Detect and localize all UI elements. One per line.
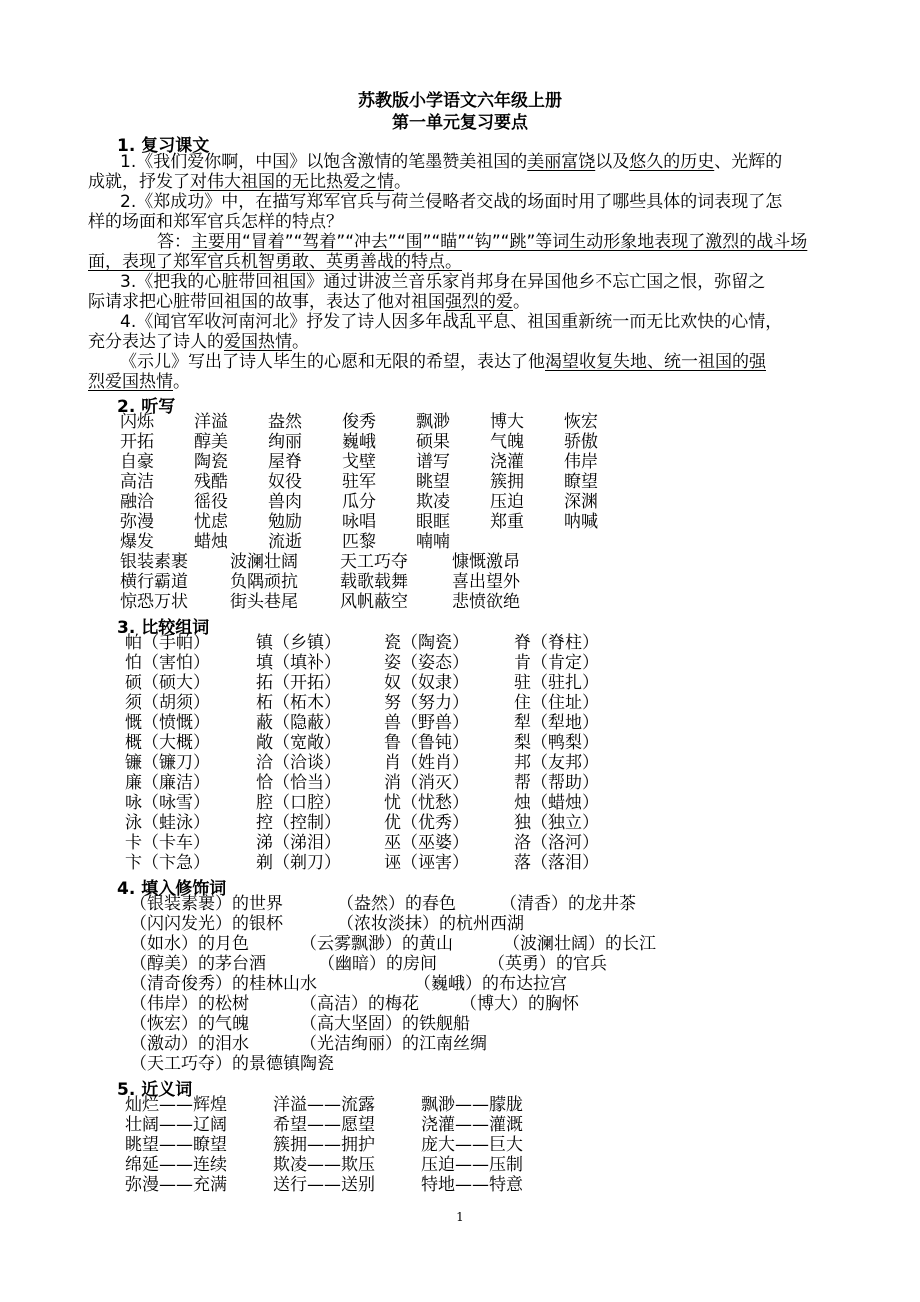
dictation-word-cell: 蜡烛 <box>194 532 228 552</box>
dictation-idiom-cell: 慷慨激昂 <box>452 552 520 572</box>
dictation-word-cell: 奴役 <box>268 472 302 492</box>
compare-word-row <box>0 793 920 813</box>
dictation-word-row <box>0 412 920 432</box>
section-2-heading: 2. 听写 <box>117 397 176 417</box>
dictation-word-cell: 忧虑 <box>194 512 228 532</box>
dictation-word-cell: 深渊 <box>564 492 598 512</box>
section-1-heading: 1. 复习课文 <box>117 136 210 156</box>
para-4-line-1: 4.《闻官军收河南河北》抒发了诗人因多年战乱平息、祖国重新统一而无比欢快的心情， <box>120 312 783 332</box>
compare-word-cell: 须（胡须） <box>125 693 210 713</box>
compare-word-cell: 优（优秀） <box>384 813 469 833</box>
compare-word-cell: 驻（驻扎） <box>514 673 599 693</box>
modifier-phrase-cell: （光洁绚丽）的江南丝绸 <box>300 1034 487 1054</box>
compare-word-row <box>0 733 920 753</box>
para-2-line-1: 2.《郑成功》中，在描写郑军官兵与荷兰侵略者交战的场面时用了哪些具体的词表现了怎 <box>120 192 783 212</box>
text: 际请求把心脏带回祖国的故事，表达了他对祖国 <box>88 292 445 312</box>
para-1-line-2 <box>88 172 411 192</box>
compare-word-cell: 鲁（鲁钝） <box>384 733 469 753</box>
synonym-pair-cell: 送行——送别 <box>273 1175 375 1195</box>
dictation-word-cell: 压迫 <box>490 492 524 512</box>
dictation-word-cell: 气魄 <box>490 432 524 452</box>
compare-word-cell: 涕（涕泪） <box>256 833 341 853</box>
dictation-word-cell: 骄傲 <box>564 432 598 452</box>
text: 充分表达了诗人的 <box>88 332 224 352</box>
dictation-word-cell: 喃喃 <box>416 532 450 552</box>
text: 成就，抒发了 <box>88 172 190 192</box>
dictation-word-cell: 盎然 <box>268 412 302 432</box>
dictation-idiom-cell: 惊恐万状 <box>120 592 188 612</box>
para-3-line-1: 3.《把我的心脏带回祖国》通过讲波兰音乐家肖邦身在异国他乡不忘亡国之恨，弥留之 <box>120 272 766 292</box>
underlined-text: 美丽富饶 <box>527 152 596 172</box>
dictation-idiom-cell: 负隅顽抗 <box>230 572 298 592</box>
para-5-line-1 <box>120 352 766 372</box>
compare-word-cell: 控（控制） <box>256 813 341 833</box>
dictation-word-cell: 驻军 <box>342 472 376 492</box>
synonym-pair-row <box>0 1095 920 1115</box>
compare-word-cell: 独（独立） <box>514 813 599 833</box>
dictation-word-cell: 自豪 <box>120 452 154 472</box>
compare-word-cell: 腔（口腔） <box>256 793 341 813</box>
compare-word-cell: 瓷（陶瓷） <box>384 633 469 653</box>
dictation-word-cell: 瞭望 <box>564 472 598 492</box>
compare-word-row <box>0 653 920 673</box>
modifier-phrase-cell: （盎然）的春色 <box>337 894 456 914</box>
compare-word-cell: 卞（卞急） <box>125 853 210 873</box>
para-2-answer-line-2 <box>88 252 462 272</box>
synonym-pair-cell: 压迫——压制 <box>421 1155 523 1175</box>
compare-word-row <box>0 833 920 853</box>
dictation-word-cell: 咏唱 <box>342 512 376 532</box>
modifier-phrase-row <box>0 1014 920 1034</box>
compare-word-row <box>0 673 920 693</box>
dictation-word-cell: 郑重 <box>490 512 524 532</box>
text: 1.《我们爱你啊，中国》以饱含激情的笔墨赞美祖国的 <box>120 152 528 172</box>
modifier-phrase-cell: （醇美）的茅台酒 <box>130 954 266 974</box>
compare-word-cell: 拓（开拓） <box>256 673 341 693</box>
synonym-pair-row <box>0 1135 920 1155</box>
text: 。 <box>173 372 190 392</box>
modifier-phrase-cell: （激动）的泪水 <box>130 1034 249 1054</box>
underlined-text: 烈爱国热情 <box>88 372 173 392</box>
compare-word-cell: 肯（肯定） <box>514 653 599 673</box>
para-1-line-1 <box>120 152 782 172</box>
dictation-word-cell: 闪烁 <box>120 412 154 432</box>
dictation-idiom-cell: 街头巷尾 <box>230 592 298 612</box>
compare-word-cell: 梨（鸭梨） <box>514 733 599 753</box>
underlined-text: 悠久的历史 <box>629 152 715 172</box>
modifier-phrase-cell: （伟岸）的松树 <box>130 994 249 1014</box>
compare-word-cell: 咏（咏雪） <box>125 793 210 813</box>
modifier-phrase-cell: （闪闪发光）的银杯 <box>130 914 283 934</box>
compare-word-cell: 怕（害怕） <box>125 653 210 673</box>
modifier-phrase-cell: （清香）的龙井茶 <box>500 894 636 914</box>
dictation-word-cell: 爆发 <box>120 532 154 552</box>
synonym-pair-row <box>0 1175 920 1195</box>
text: 。 <box>292 332 309 352</box>
compare-word-row <box>0 773 920 793</box>
modifier-phrase-row <box>0 934 920 954</box>
compare-word-row <box>0 693 920 713</box>
dictation-idiom-cell: 风帆蔽空 <box>340 592 408 612</box>
compare-word-cell: 慨（愤慨） <box>125 713 210 733</box>
synonym-pair-cell: 壮阔——辽阔 <box>125 1115 227 1135</box>
synonym-pair-row <box>0 1115 920 1135</box>
text: 。 <box>513 292 530 312</box>
synonym-pair-cell: 洋溢——流露 <box>273 1095 375 1115</box>
dictation-word-cell: 谱写 <box>416 452 450 472</box>
synonym-pair-cell: 眺望——瞭望 <box>125 1135 227 1155</box>
dictation-idiom-cell: 银装素裹 <box>120 552 188 572</box>
dictation-idiom-cell: 波澜壮阔 <box>230 552 298 572</box>
dictation-word-cell: 融洽 <box>120 492 154 512</box>
modifier-phrase-cell: （波澜壮阔）的长江 <box>503 934 656 954</box>
compare-word-cell: 忧（忧愁） <box>384 793 469 813</box>
modifier-phrase-row <box>0 894 920 914</box>
dictation-word-cell: 绚丽 <box>268 432 302 452</box>
dictation-word-cell: 呐喊 <box>564 512 598 532</box>
para-2-line-2: 样的场面和郑军官兵怎样的特点？ <box>88 212 343 232</box>
compare-word-cell: 填（填补） <box>256 653 341 673</box>
compare-word-cell: 邦（友邦） <box>514 753 599 773</box>
dictation-word-cell: 徭役 <box>194 492 228 512</box>
dictation-word-cell: 飘渺 <box>416 412 450 432</box>
synonym-pair-cell: 弥漫——充满 <box>125 1175 227 1195</box>
compare-word-cell: 努（努力） <box>384 693 469 713</box>
dictation-word-row <box>0 432 920 452</box>
modifier-phrase-cell: （清奇俊秀）的桂林山水 <box>130 974 317 994</box>
modifier-phrase-row <box>0 1054 920 1074</box>
compare-word-cell: 犁（犁地） <box>514 713 599 733</box>
synonym-pair-row <box>0 1155 920 1175</box>
dictation-word-cell: 残酷 <box>194 472 228 492</box>
dictation-word-cell: 高洁 <box>120 472 154 492</box>
para-5-line-2 <box>88 372 190 392</box>
modifier-phrase-row <box>0 994 920 1014</box>
compare-word-row <box>0 713 920 733</box>
dictation-word-cell: 巍峨 <box>342 432 376 452</box>
dictation-idiom-cell: 喜出望外 <box>452 572 520 592</box>
dictation-word-cell: 兽肉 <box>268 492 302 512</box>
compare-word-row <box>0 633 920 653</box>
compare-word-cell: 帮（帮助） <box>514 773 599 793</box>
modifier-phrase-cell: （高洁）的梅花 <box>300 994 419 1014</box>
text: 。 <box>394 172 411 192</box>
para-2-answer-line-1 <box>157 232 807 252</box>
compare-word-cell: 柘（柘木） <box>256 693 341 713</box>
compare-word-cell: 剃（剃刀） <box>256 853 341 873</box>
dictation-idiom-row <box>0 572 920 592</box>
dictation-word-cell: 恢宏 <box>564 412 598 432</box>
modifier-phrase-row <box>0 974 920 994</box>
compare-word-cell: 洛（洛河） <box>514 833 599 853</box>
compare-word-row <box>0 813 920 833</box>
modifier-phrase-cell: （高大坚固）的铁舰船 <box>300 1014 470 1034</box>
dictation-word-cell: 开拓 <box>120 432 154 452</box>
section-4-heading: 4. 填入修饰词 <box>117 879 227 899</box>
dictation-word-cell: 流逝 <box>268 532 302 552</box>
underlined-text: 主要用“冒着”“驾着”“冲去”“围”“瞄”“钩”“跳”等词生动形象地表现了激烈的战斗场 <box>191 232 808 252</box>
compare-word-cell: 诬（诬害） <box>384 853 469 873</box>
modifier-phrase-cell: （云雾飘渺）的黄山 <box>300 934 453 954</box>
dictation-word-cell: 硕果 <box>416 432 450 452</box>
compare-word-cell: 消（消灭） <box>384 773 469 793</box>
modifier-phrase-cell: （幽暗）的房间 <box>318 954 437 974</box>
modifier-phrase-row <box>0 954 920 974</box>
synonym-pair-cell: 浇灌——灌溉 <box>421 1115 523 1135</box>
compare-word-cell: 住（住址） <box>514 693 599 713</box>
compare-word-cell: 镇（乡镇） <box>256 633 341 653</box>
dictation-idiom-cell: 天工巧夺 <box>340 552 408 572</box>
document-title: 苏教版小学语文六年级上册 <box>358 91 562 111</box>
synonym-pair-cell: 庞大——巨大 <box>421 1135 523 1155</box>
compare-word-cell: 镰（镰刀） <box>125 753 210 773</box>
modifier-phrase-cell: （浓妆淡抹）的杭州西湖 <box>337 914 524 934</box>
underlined-text: 面，表现了郑军官兵机智勇敢、英勇善战的特点。 <box>88 252 462 272</box>
underlined-text: 强烈的爱 <box>445 292 513 312</box>
synonym-pair-cell: 簇拥——拥护 <box>273 1135 375 1155</box>
compare-word-row <box>0 753 920 773</box>
synonym-pair-cell: 飘渺——朦胧 <box>421 1095 523 1115</box>
dictation-word-row <box>0 492 920 512</box>
dictation-word-row <box>0 512 920 532</box>
text: 以及 <box>595 152 630 172</box>
dictation-word-row <box>0 532 920 552</box>
compare-word-row <box>0 853 920 873</box>
dictation-word-cell: 伟岸 <box>564 452 598 472</box>
answer-label: 答： <box>157 232 191 252</box>
dictation-word-cell: 陶瓷 <box>194 452 228 472</box>
underlined-text: 对伟大祖国的无比热爱之情 <box>190 172 394 192</box>
dictation-word-cell: 勉励 <box>268 512 302 532</box>
section-3-heading: 3. 比较组词 <box>117 618 210 638</box>
dictation-word-cell: 匹黎 <box>342 532 376 552</box>
dictation-word-cell: 眼眶 <box>416 512 450 532</box>
text: 、光辉的 <box>714 152 783 172</box>
compare-word-cell: 兽（野兽） <box>384 713 469 733</box>
page-number: 1 <box>456 1210 464 1224</box>
dictation-word-cell: 洋溢 <box>194 412 228 432</box>
underlined-text: 爱国热情 <box>224 332 292 352</box>
dictation-idiom-cell: 悲愤欲绝 <box>452 592 520 612</box>
dictation-word-cell: 戈壁 <box>342 452 376 472</box>
modifier-phrase-row <box>0 1034 920 1054</box>
modifier-phrase-cell: （银装素裹）的世界 <box>130 894 283 914</box>
compare-word-cell: 帕（手帕） <box>125 633 210 653</box>
synonym-pair-cell: 灿烂——辉煌 <box>125 1095 227 1115</box>
dictation-idiom-cell: 载歌载舞 <box>340 572 408 592</box>
synonym-pair-cell: 绵延——连续 <box>125 1155 227 1175</box>
compare-word-cell: 脊（脊柱） <box>514 633 599 653</box>
text: 《示儿》写出了诗人毕生的心愿和无限的希望，表达了他 <box>120 352 545 372</box>
dictation-idiom-row <box>0 592 920 612</box>
dictation-word-cell: 屋脊 <box>268 452 302 472</box>
para-4-line-2 <box>88 332 309 352</box>
dictation-word-cell: 浇灌 <box>490 452 524 472</box>
dictation-word-cell: 博大 <box>490 412 524 432</box>
document-subtitle: 第一单元复习要点 <box>392 113 528 133</box>
dictation-word-cell: 俊秀 <box>342 412 376 432</box>
dictation-word-cell: 瓜分 <box>342 492 376 512</box>
dictation-word-cell: 眺望 <box>416 472 450 492</box>
modifier-phrase-cell: （天工巧夺）的景德镇陶瓷 <box>130 1054 334 1074</box>
dictation-word-cell: 欺凌 <box>416 492 450 512</box>
modifier-phrase-cell: （博大）的胸怀 <box>460 994 579 1014</box>
compare-word-cell: 敞（宽敞） <box>256 733 341 753</box>
compare-word-cell: 烛（蜡烛） <box>514 793 599 813</box>
compare-word-cell: 蔽（隐蔽） <box>256 713 341 733</box>
dictation-word-cell: 弥漫 <box>120 512 154 532</box>
dictation-word-cell: 醇美 <box>194 432 228 452</box>
compare-word-cell: 落（落泪） <box>514 853 599 873</box>
dictation-word-row <box>0 452 920 472</box>
compare-word-cell: 概（大概） <box>125 733 210 753</box>
modifier-phrase-cell: （恢宏）的气魄 <box>130 1014 249 1034</box>
compare-word-cell: 肖（姓肖） <box>384 753 469 773</box>
modifier-phrase-cell: （如水）的月色 <box>130 934 249 954</box>
modifier-phrase-row <box>0 914 920 934</box>
compare-word-cell: 廉（廉洁） <box>125 773 210 793</box>
section-5-heading: 5. 近义词 <box>117 1080 193 1100</box>
compare-word-cell: 姿（姿态） <box>384 653 469 673</box>
synonym-pair-cell: 希望——愿望 <box>273 1115 375 1135</box>
compare-word-cell: 泳（蛙泳） <box>125 813 210 833</box>
compare-word-cell: 洽（洽谈） <box>256 753 341 773</box>
compare-word-cell: 奴（奴隶） <box>384 673 469 693</box>
compare-word-cell: 卡（卡车） <box>125 833 210 853</box>
modifier-phrase-cell: （巍峨）的布达拉宫 <box>414 974 567 994</box>
para-3-line-2 <box>88 292 530 312</box>
synonym-pair-cell: 欺凌——欺压 <box>273 1155 375 1175</box>
dictation-idiom-cell: 横行霸道 <box>120 572 188 592</box>
dictation-idiom-row <box>0 552 920 572</box>
synonym-pair-cell: 特地——特意 <box>421 1175 523 1195</box>
compare-word-cell: 硕（硕大） <box>125 673 210 693</box>
underlined-text: 渴望收复失地、统一祖国的强 <box>545 352 766 372</box>
modifier-phrase-cell: （英勇）的官兵 <box>488 954 607 974</box>
compare-word-cell: 巫（巫婆） <box>384 833 469 853</box>
dictation-word-row <box>0 472 920 492</box>
compare-word-cell: 恰（恰当） <box>256 773 341 793</box>
dictation-word-cell: 簇拥 <box>490 472 524 492</box>
